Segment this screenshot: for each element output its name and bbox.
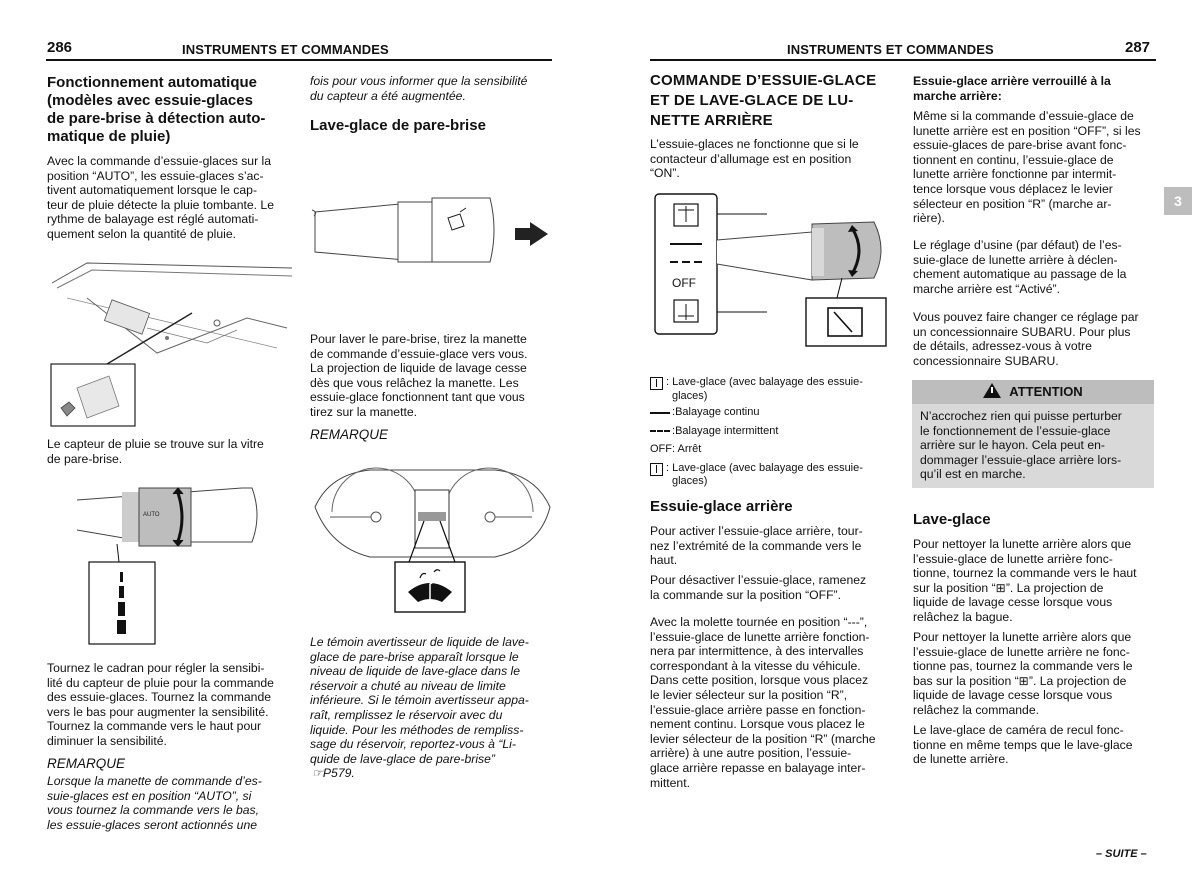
text-line: rythme de balayage est réglé automati- <box>47 212 259 227</box>
text-line: L’essuie-glaces ne fonctionne que si le <box>650 137 859 151</box>
section-heading-rear-wiper-sub: Essuie-glace arrière <box>650 498 793 515</box>
dealer-paragraph <box>913 310 1158 368</box>
page-number-right: 287 <box>1125 39 1151 56</box>
running-header-right: INSTRUMENTS ET COMMANDES <box>787 42 994 57</box>
text-line: un concessionnaire SUBARU. Pour plus <box>913 324 1131 339</box>
washer-symbol-icon <box>650 463 663 476</box>
text-line: lunette arrière est en position “OFF”, si les <box>913 123 1141 138</box>
header-rule-left <box>46 59 552 61</box>
text-line: mittent. <box>650 775 690 790</box>
heading-line: NETTE ARRIÈRE <box>650 112 773 129</box>
text-line: Tournez le cadran pour régler la sensibi- <box>47 661 265 675</box>
washer-lever-illustration <box>310 190 555 270</box>
text-line: Le témoin avertisseur de liquide de lave- <box>310 635 529 649</box>
text-line: l’essuie-glace de lunette arrière ne fonc- <box>913 644 1130 659</box>
text-line: Vous pouvez faire changer ce réglage par <box>913 310 1139 324</box>
text-line: l’essuie-glace de lunette arrière fonction- <box>650 629 870 644</box>
text-line: suie-glaces est en position “AUTO”, si <box>47 788 252 803</box>
legend-item-intermittent: : Balayage intermittent <box>650 425 900 439</box>
remark-label-2: REMARQUE <box>310 427 389 442</box>
text-line: chement automatique au passage de la <box>913 267 1127 282</box>
text-line: tionne pas, tournez la commande vers le <box>913 659 1133 674</box>
text-line: La projection de liquide de lavage cesse <box>310 361 527 376</box>
washer-symbol-icon <box>650 377 663 390</box>
text-line: lunette arrière fonctionne par intermit- <box>913 167 1117 182</box>
remark-paragraph-1 <box>47 774 292 832</box>
text-line: marche arrière est “Activé”. <box>913 281 1060 296</box>
camera-washer-paragraph <box>913 723 1158 767</box>
section-heading-rear-washer: Lave-glace <box>913 511 991 528</box>
text-line: Même si la commande d’essuie-glace de <box>913 109 1134 123</box>
text-line: arrière sur le hayon. Cela peut en- <box>920 438 1105 453</box>
sensitivity-paragraph <box>47 661 292 749</box>
text-line: Le réglage d’usine (par défaut) de l’es- <box>913 238 1122 252</box>
text-line: essuie-glace fonctionnent tant que vous <box>310 390 525 405</box>
legend-text: : Lave-glace (avec balayage des essuie- <box>666 461 863 474</box>
rear-wiper-switch-illustration <box>652 192 892 352</box>
text-line: liquide. Pour les méthodes de rempliss- <box>310 722 524 737</box>
text-line: tirez sur la manette. <box>310 404 418 419</box>
text-line: relâchez la bague. <box>913 609 1013 624</box>
text-line: l’essuie-glace de lunette arrière fonc- <box>913 551 1113 566</box>
continuous-line-icon <box>650 412 670 414</box>
text-line: teur de pluie détecte la pluie tombante. Le <box>47 197 274 212</box>
text-line: position “AUTO”, les essuie-glaces s’ac- <box>47 168 264 183</box>
text-line: sélecteur en position “R” (marche ar- <box>913 196 1112 211</box>
dial-auto-label: AUTO <box>143 512 160 518</box>
auto-intro-paragraph <box>47 154 292 242</box>
running-header-left: INSTRUMENTS ET COMMANDES <box>182 42 389 57</box>
text-line: suie-glace de lunette arrière à déclen- <box>913 252 1118 267</box>
text-line: dès que vous relâchez la manette. Les <box>310 375 519 390</box>
text-line: réservoir a chuté au niveau de limite <box>310 678 506 693</box>
page-reference[interactable]: ☞P579. <box>312 766 355 781</box>
attention-header <box>912 380 1154 404</box>
text-line: Dans cette position, lorsque vous placez <box>650 673 869 688</box>
warning-triangle-icon <box>983 383 1001 398</box>
heading-line: Fonctionnement automatique <box>47 74 257 91</box>
switch-off-label: OFF <box>672 276 696 290</box>
text-line: qu’il est en marche. <box>920 467 1026 482</box>
text-line: Le lave-glace de caméra de recul fonc- <box>913 723 1124 737</box>
remark-continuation <box>310 74 555 103</box>
text-line: liquide de lavage cesse lorsque vous <box>913 688 1113 703</box>
text-line: diminuer la sensibilité. <box>47 733 167 748</box>
text-line: relâchez la commande. <box>913 702 1039 717</box>
section-heading-auto <box>47 74 292 146</box>
heading-line: matique de pluie) <box>47 128 171 145</box>
heading-line: ET DE LAVE-GLACE DE LU- <box>650 92 854 109</box>
rain-sensor-illustration <box>47 258 292 428</box>
washer-up-paragraph <box>913 537 1158 625</box>
attention-box <box>912 380 1154 488</box>
legend-text: glaces) <box>672 475 708 487</box>
text-line: niveau de liquide de lave-glace dans le <box>310 664 521 679</box>
heading-line: de pare-brise à détection auto- <box>47 110 266 127</box>
text-line: Avec la molette tournée en position “---”, <box>650 615 868 629</box>
section-heading-rear-wiper <box>650 71 900 131</box>
rear-intro-paragraph <box>650 137 900 181</box>
text-line: Le capteur de pluie se trouve sur la vitre <box>47 437 264 451</box>
text-line: de lunette arrière. <box>913 752 1009 767</box>
text-line: N’accrochez rien qui puisse perturber <box>920 409 1122 423</box>
text-line: levier sélecteur de la position “R” (marche <box>650 731 876 746</box>
text-line: de commande d’essuie-glace vers vous. <box>310 346 528 361</box>
remark-paragraph-2 <box>310 635 555 781</box>
text-line: sage du réservoir, reportez-vous à “Li- <box>310 737 516 752</box>
text-line: contacteur d’allumage est en position <box>650 151 852 166</box>
text-line: liquide de lavage cesse lorsque vous <box>913 595 1113 610</box>
page-number-left: 286 <box>47 39 73 56</box>
text-line: Avec la commande d’essuie-glaces sur la <box>47 154 271 168</box>
text-line: Pour nettoyer la lunette arrière alors que <box>913 537 1132 551</box>
washer-paragraph <box>310 332 555 420</box>
text-line: glace de pare-brise apparaît lorsque le <box>310 649 519 664</box>
text-line: de pare-brise. <box>47 451 123 466</box>
legend-text: : Lave-glace (avec balayage des essuie- <box>666 376 863 388</box>
text-line: rière). <box>913 211 945 226</box>
text-line: le levier sélecteur sur la position “R”, <box>650 687 848 702</box>
activate-paragraph <box>650 524 900 568</box>
text-line: correspondant à la vitesse du véhicule. <box>650 658 861 673</box>
text-line: vers le bas pour augmenter la sensibilité. <box>47 704 269 719</box>
text-line: nera par intermittence, à des intervalles <box>650 644 864 659</box>
remark-label-1: REMARQUE <box>47 756 126 771</box>
text-line: bas sur la position “⊞”. La projection de <box>913 673 1127 688</box>
text-line: tence lorsque vous déplacez le levier <box>913 181 1113 196</box>
text-line: “ON”. <box>650 166 680 181</box>
text-line: quement selon la quantité de pluie. <box>47 226 237 241</box>
text-line: raît, remplissez le réservoir avec du <box>310 707 503 722</box>
heading-line: marche arrière: <box>913 88 1002 103</box>
legend-text: glaces) <box>672 389 708 402</box>
auto-dial-illustration <box>47 480 292 650</box>
text-line: nez l’extrémité de la commande vers le <box>650 538 862 553</box>
text-line: tionne en même temps que le lave-glace <box>913 737 1133 752</box>
text-line: vous tournez la commande vers le bas, <box>47 803 260 818</box>
legend-item-continuous: : Balayage continu <box>650 406 900 420</box>
text-line: Lorsque la manette de commande d’es- <box>47 774 262 788</box>
text-line: de détails, adressez-vous à votre <box>913 339 1092 354</box>
text-line: Pour laver le pare-brise, tirez la manette <box>310 332 527 346</box>
text-line: la commande sur la position “OFF”. <box>650 587 842 602</box>
legend-text: Balayage intermittent <box>675 424 779 437</box>
text-line: Pour activer l’essuie-glace arrière, tour- <box>650 524 863 538</box>
deactivate-paragraph <box>650 573 900 602</box>
heading-line: (modèles avec essuie-glaces <box>47 92 253 109</box>
dashed-line-icon <box>650 430 670 432</box>
text-line: Tournez la commande vers le haut pour <box>47 719 262 734</box>
legend-text: Balayage continu <box>675 406 760 418</box>
header-rule-right <box>650 59 1156 61</box>
text-line: dommager l’essuie-glace arrière lors- <box>920 452 1122 467</box>
text-line: tivent automatiquement lorsque le cap- <box>47 183 258 198</box>
sensor-location-paragraph <box>47 437 292 466</box>
attention-title: ATTENTION <box>1009 384 1083 399</box>
text-line: nement continu. Lorsque vous placez le <box>650 717 865 732</box>
text-line: quide de lave-glace de pare-brise” <box>310 751 495 766</box>
text-line: le fonctionnement de l’essuie-glace <box>920 423 1111 438</box>
chapter-tab: 3 <box>1164 187 1192 215</box>
molette-paragraph <box>650 615 902 790</box>
text-line: fois pour vous informer que la sensibilité <box>310 74 528 88</box>
text-line: tionnent en continu, l’essuie-glace de <box>913 152 1114 167</box>
text-line: du capteur a été augmentée. <box>310 88 466 103</box>
legend-item-washer-down <box>650 462 900 489</box>
legend-item-washer-up <box>650 376 900 403</box>
text-line: Pour nettoyer la lunette arrière alors que <box>913 630 1132 644</box>
factory-setting-paragraph <box>913 238 1158 296</box>
switch-legend <box>650 376 900 489</box>
locked-paragraph <box>913 109 1158 226</box>
text-line: les essuie-glaces seront actionnés une <box>47 817 258 832</box>
washer-down-paragraph <box>913 630 1158 718</box>
text-line: sur la position “⊞”. La projection de <box>913 580 1104 595</box>
attention-text <box>912 404 1154 482</box>
text-line: essuie-glaces de pare-brise avant fonc- <box>913 138 1127 153</box>
text-line: glace arrière repasse en balayage inter- <box>650 760 866 775</box>
text-line: l’essuie-glace arrière passe en fonction- <box>650 702 866 717</box>
text-line: concessionnaire SUBARU. <box>913 353 1059 368</box>
text-line: Pour désactiver l’essuie-glace, ramenez <box>650 573 867 587</box>
washer-warning-cluster-illustration <box>310 462 555 622</box>
section-heading-windshield-washer: Lave-glace de pare-brise <box>310 117 486 134</box>
continued-marker: – SUITE – <box>1096 848 1147 860</box>
text-line: haut. <box>650 553 678 568</box>
legend-item-off: OFF: Arrêt <box>650 443 702 455</box>
text-line: inférieure. Si le témoin avertisseur appa- <box>310 693 529 708</box>
text-line: tionne, tournez la commande vers le haut <box>913 566 1137 581</box>
text-line: lité du capteur de pluie pour la commande <box>47 675 274 690</box>
text-line: arrière) à une autre position, l’essuie- <box>650 746 852 761</box>
locked-heading <box>913 74 1158 103</box>
heading-line: Essuie-glace arrière verrouillé à la <box>913 74 1111 88</box>
text-line: des essuie-glaces. Tournez la commande <box>47 690 272 705</box>
heading-line: COMMANDE D’ESSUIE-GLACE <box>650 72 877 89</box>
